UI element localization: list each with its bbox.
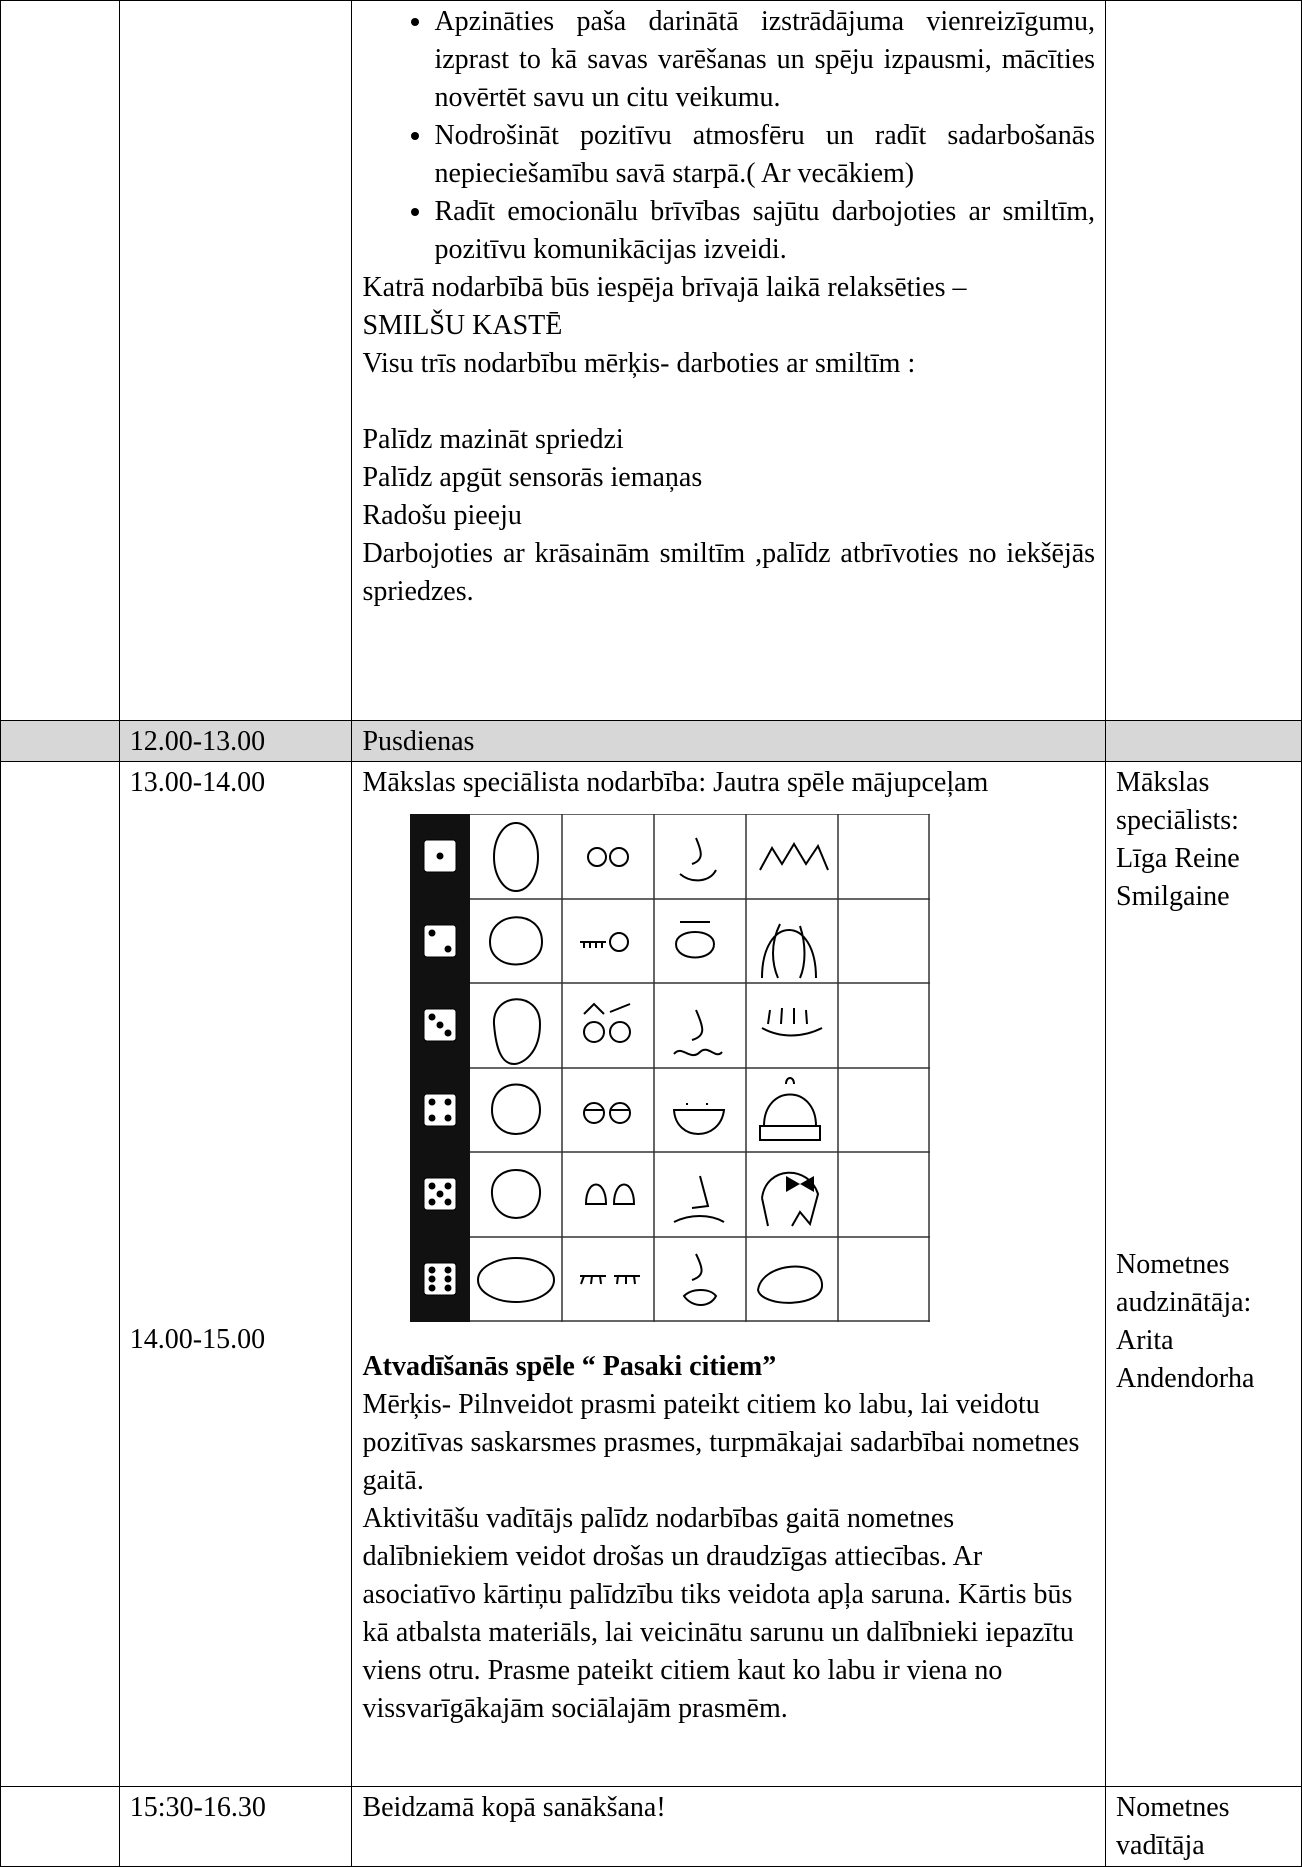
face-dice-game-image (410, 814, 930, 1322)
benefit-line: Darbojoties ar krāsainām smiltīm ,palīdz atbrīvoties no iekšējās spriedzes. (362, 538, 1096, 607)
farewell-responsible: Nometnes audzinātāja: Arita Andendorha (1116, 1249, 1255, 1394)
farewell-goal: Mērķis- Pilnveidot prasmi pateikt citiem ko labu, lai veidotu pozitīvas saskarsmes prasmes, turpmākajai sadarbībai nometnes gaitā. (362, 1389, 1080, 1496)
activity-cell (352, 1, 1106, 721)
empty-cell (1, 762, 120, 1787)
relax-line: Katrā nodarbībā būs iespēja brīvajā laikā relaksēties – (362, 272, 967, 303)
responsible-cell (1106, 721, 1302, 762)
table-row (1, 1, 1302, 721)
table-row (1, 1787, 1302, 1867)
responsible-cell: Nometnes vadītāja (1106, 1787, 1302, 1867)
art-responsible: Mākslas speciālists: Līga Reine Smilgaine (1116, 767, 1240, 912)
time-cell (119, 1, 352, 721)
time-art: 13.00-14.00 (129, 767, 266, 798)
farewell-desc: Aktivitāšu vadītājs palīdz nodarbības gaitā nometnes dalībniekiem veidot drošas un draudzīgas attiecības. Ar asociatīvo kārtiņu palīdzību tiks veidota apļa saruna. Kārtis būs kā atbalsta materiāls, lai veicinātu sarunu un dalībnieki iepazītu viens otru. Prasme pateikt citiem kaut ko labu ir viena no vissvarīgākajām sociālajām prasmēm. (362, 1503, 1074, 1724)
relax-line: SMILŠU KASTĒ (362, 310, 563, 341)
time-cell: 12.00-13.00 (119, 721, 352, 762)
time-cell (119, 762, 352, 1787)
goals-list (362, 3, 1095, 269)
time-farewell: 14.00-15.00 (129, 1324, 266, 1355)
benefit-line: Palīdz apgūt sensorās iemaņas (362, 462, 703, 493)
responsible-cell (1106, 1, 1302, 721)
activity-cell (352, 762, 1106, 1787)
farewell-title: Atvadīšanās spēle “ Pasaki citiem” (362, 1351, 777, 1382)
activity-cell: Pusdienas (352, 721, 1106, 762)
time-cell: 15:30-16.30 (119, 1787, 352, 1867)
list-item: • Apzināties paša darinātā izstrādājuma vienreizīgumu, izprast to kā savas varēšanas un spēju izpausmi, mācīties novērtēt savu un citu veikumu. (434, 3, 1095, 117)
benefit-line: Palīdz mazināt spriedzi (362, 424, 624, 455)
empty-cell (1, 1, 120, 721)
benefit-line: Radošu pieeju (362, 500, 522, 531)
empty-cell (1, 721, 120, 762)
aim-line: Visu trīs nodarbību mērķis- darboties ar smiltīm : (362, 348, 916, 379)
table-row (1, 721, 1302, 762)
list-item: • Nodrošināt pozitīvu atmosfēru un radīt sadarbošanās nepieciešamību savā starpā.( Ar vecākiem) (434, 117, 1095, 193)
empty-cell (1, 1787, 120, 1867)
responsible-cell (1106, 762, 1302, 1787)
art-title: Mākslas speciālista nodarbība: Jautra spēle mājupceļam (362, 767, 989, 798)
activity-cell: Beidzamā kopā sanākšana! (352, 1787, 1106, 1867)
table-row (1, 762, 1302, 1787)
list-item: • Radīt emocionālu brīvības sajūtu darbojoties ar smiltīm, pozitīvu komunikācijas izveidi. (434, 193, 1095, 269)
